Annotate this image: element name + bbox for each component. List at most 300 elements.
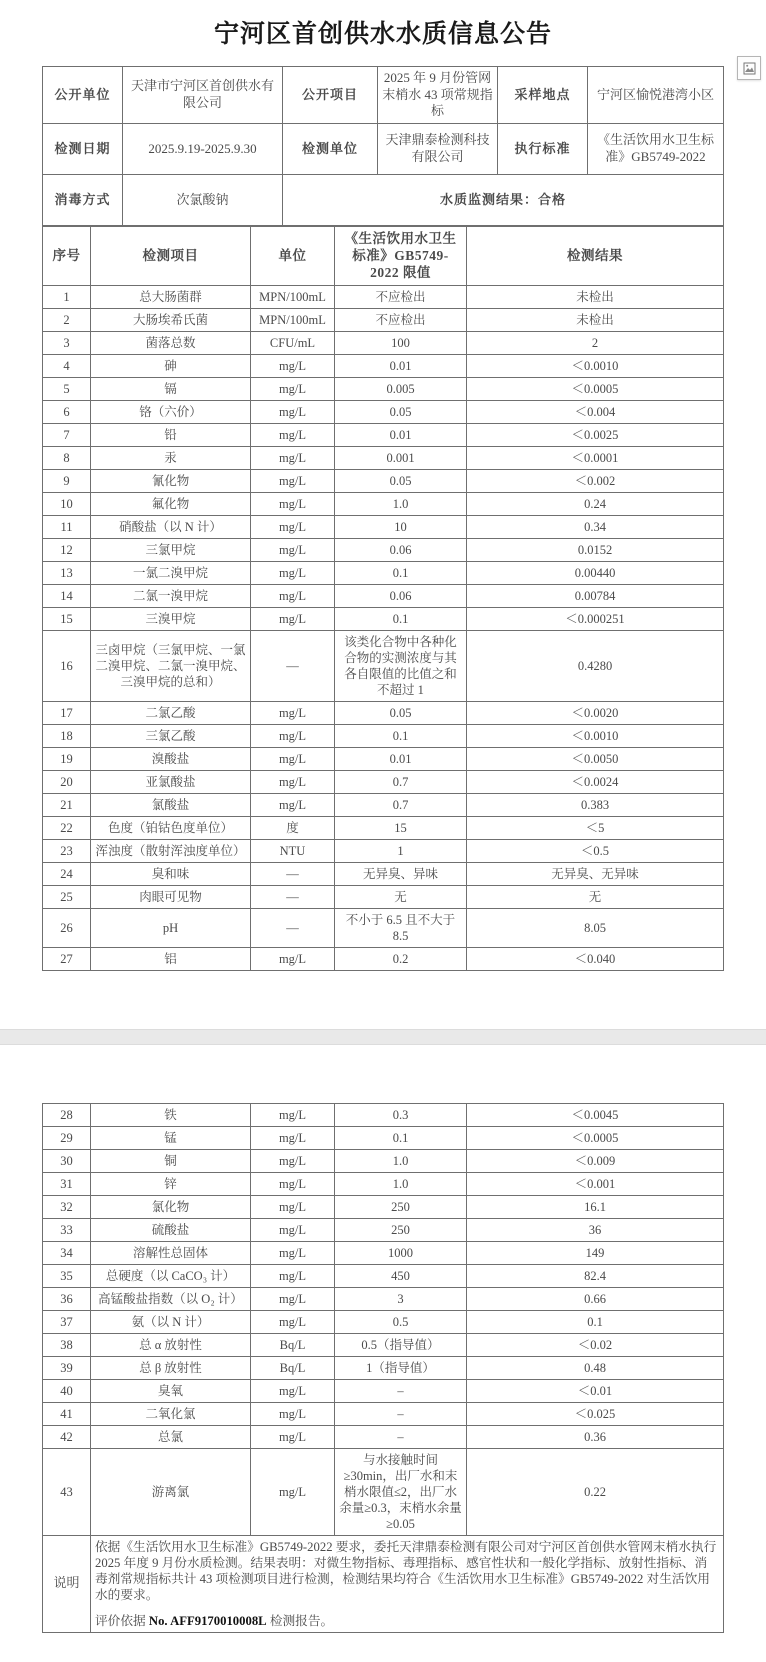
cell-no: 13 [43,561,91,584]
cell-limit: 0.1 [335,1126,467,1149]
measurements-table-page1 [42,226,724,971]
cell-result: 0.4280 [467,630,724,701]
cell-limit: 0.001 [335,446,467,469]
result-summary: 水质监测结果：合格 [283,174,724,225]
test-org-label: 检测单位 [283,123,378,174]
cell-limit: 1.0 [335,1172,467,1195]
cell-limit: 0.06 [335,538,467,561]
cell-item: 铅 [91,423,251,446]
cell-item: 菌落总数 [91,331,251,354]
cell-result: ＜0.0025 [467,423,724,446]
cell-result: 0.66 [467,1287,724,1310]
cell-item: 浑浊度（散射浑浊度单位） [91,839,251,862]
cell-no: 16 [43,630,91,701]
cell-item: 铬（六价） [91,400,251,423]
page-title: 宁河区首创供水水质信息公告 [213,21,552,48]
table-row [43,1448,724,1535]
cell-unit: mg/L [251,1402,335,1425]
measurements-table-page2 [42,1103,724,1633]
table-row [43,515,724,538]
cell-no: 8 [43,446,91,469]
cell-result: ＜0.000251 [467,607,724,630]
cell-no: 5 [43,377,91,400]
publisher-value: 天津市宁河区首创供水有限公司 [123,67,283,124]
cell-limit: 0.1 [335,561,467,584]
cell-item: 二氧化氯 [91,1402,251,1425]
table-row [43,816,724,839]
cell-unit: Bq/L [251,1356,335,1379]
cell-limit: – [335,1402,467,1425]
cell-limit: 0.01 [335,747,467,770]
cell-limit: 100 [335,331,467,354]
cell-unit: mg/L [251,1310,335,1333]
cell-result: 36 [467,1218,724,1241]
cell-item: 溴酸盐 [91,747,251,770]
cell-item: 臭氧 [91,1379,251,1402]
cell-item: 硝酸盐（以 N 计） [91,515,251,538]
cell-item: 二氯乙酸 [91,701,251,724]
cell-no: 21 [43,793,91,816]
test-date-label: 检测日期 [43,123,123,174]
cell-item: 总氯 [91,1425,251,1448]
cell-result: 0.24 [467,492,724,515]
cell-result: ＜0.009 [467,1149,724,1172]
test-org-value: 天津鼎泰检测科技有限公司 [378,123,498,174]
cell-limit: 与水接触时间≥30min，出厂水和末梢水限值≤2，出厂水余量≥0.3，末梢水余量≥0.05 [335,1448,467,1535]
cell-item: 总 β 放射性 [91,1356,251,1379]
cell-result: ＜0.025 [467,1402,724,1425]
cell-no: 9 [43,469,91,492]
note-row [43,1535,724,1632]
cell-unit: mg/L [251,584,335,607]
info-row-disinfection [43,174,724,225]
table-row [43,1425,724,1448]
table-row [43,400,724,423]
cell-result: 0.34 [467,515,724,538]
cell-unit: mg/L [251,793,335,816]
cell-no: 40 [43,1379,91,1402]
cell-item: 硫酸盐 [91,1218,251,1241]
cell-item: 总 α 放射性 [91,1333,251,1356]
standard-label: 执行标准 [498,123,588,174]
cell-unit: mg/L [251,538,335,561]
cell-unit: — [251,862,335,885]
note-report-number: No. AFF9170010008L [148,1613,267,1628]
cell-limit: 该类化合物中各种化合物的实测浓度与其各自限值的比值之和不超过 1 [335,630,467,701]
cell-no: 41 [43,1402,91,1425]
cell-unit: mg/L [251,607,335,630]
cell-unit: mg/L [251,770,335,793]
cell-limit: 0.1 [335,607,467,630]
cell-item: 二氯一溴甲烷 [91,584,251,607]
cell-limit: 0.005 [335,377,467,400]
cell-no: 24 [43,862,91,885]
cell-limit: 250 [335,1195,467,1218]
cell-limit: 0.06 [335,584,467,607]
cell-unit: mg/L [251,701,335,724]
cell-no: 7 [43,423,91,446]
note-section [43,1535,724,1632]
cell-unit: MPN/100mL [251,308,335,331]
cell-limit: 不应检出 [335,285,467,308]
cell-no: 29 [43,1126,91,1149]
table-row [43,1241,724,1264]
cell-result: 16.1 [467,1195,724,1218]
project-value: 2025 年 9 月份管网末梢水 43 项常规指标 [378,67,498,124]
cell-no: 34 [43,1241,91,1264]
table-row [43,747,724,770]
report-header-table [42,66,724,226]
cell-limit: 不应检出 [335,308,467,331]
cell-item: 大肠埃希氏菌 [91,308,251,331]
cell-limit: 10 [335,515,467,538]
col-header-limit: 《生活饮用水卫生标准》GB5749-2022 限值 [335,226,467,285]
cell-result: 0.22 [467,1448,724,1535]
note-basis-suffix: 检测报告。 [269,1613,334,1628]
cell-limit: 15 [335,816,467,839]
cell-unit: Bq/L [251,1333,335,1356]
cell-result: ＜0.001 [467,1172,724,1195]
table-row [43,1379,724,1402]
table-row [43,1103,724,1126]
cell-limit: 3 [335,1287,467,1310]
table-row [43,423,724,446]
cell-unit: mg/L [251,1103,335,1126]
cell-no: 32 [43,1195,91,1218]
test-date-value: 2025.9.19-2025.9.30 [123,123,283,174]
cell-result: 无 [467,885,724,908]
cell-no: 17 [43,701,91,724]
cell-no: 23 [43,839,91,862]
cell-result: 未检出 [467,308,724,331]
cell-result: 2 [467,331,724,354]
table-row [43,538,724,561]
cell-item: 氯酸盐 [91,793,251,816]
cell-unit: 度 [251,816,335,839]
cell-item: 亚氯酸盐 [91,770,251,793]
cell-unit: mg/L [251,1126,335,1149]
cell-item: 总大肠菌群 [91,285,251,308]
cell-unit: mg/L [251,377,335,400]
cell-limit: 0.7 [335,793,467,816]
page-gap-spacer [0,971,766,1029]
table-row [43,607,724,630]
cell-item: 汞 [91,446,251,469]
cell-unit: mg/L [251,1195,335,1218]
disinfection-value: 次氯酸钠 [123,174,283,225]
cell-limit: 0.2 [335,947,467,970]
note-basis-prefix: 评价依据 [95,1613,146,1628]
cell-result: 0.36 [467,1425,724,1448]
cell-item: 三氯甲烷 [91,538,251,561]
cell-unit: mg/L [251,747,335,770]
cell-limit: – [335,1379,467,1402]
cell-result: 8.05 [467,908,724,947]
cell-item: 色度（铂钴色度单位） [91,816,251,839]
cell-no: 25 [43,885,91,908]
cell-limit: 0.05 [335,701,467,724]
table-row [43,793,724,816]
cell-result: 0.0152 [467,538,724,561]
measurements-body-page2 [43,1103,724,1535]
cell-no: 27 [43,947,91,970]
cell-unit: mg/L [251,1287,335,1310]
cell-unit: — [251,630,335,701]
cell-no: 38 [43,1333,91,1356]
cell-no: 20 [43,770,91,793]
cell-item: 氯化物 [91,1195,251,1218]
cell-limit: 0.5（指导值） [335,1333,467,1356]
cell-unit: mg/L [251,724,335,747]
cell-result: ＜0.004 [467,400,724,423]
cell-item: 总硬度（以 CaCO₃ 计） [91,1264,251,1287]
table-row [43,1402,724,1425]
cell-item: 铁 [91,1103,251,1126]
table-row [43,947,724,970]
measurements-body-page1 [43,285,724,970]
table-row [43,1172,724,1195]
table-row [43,561,724,584]
cell-result: 0.383 [467,793,724,816]
cell-result: ＜5 [467,816,724,839]
note-text [91,1535,724,1632]
cell-result: 未检出 [467,285,724,308]
image-placeholder-icon [737,56,761,80]
cell-result: ＜0.02 [467,1333,724,1356]
cell-unit: CFU/mL [251,331,335,354]
cell-result: 无异臭、无异味 [467,862,724,885]
cell-limit: 0.1 [335,724,467,747]
cell-no: 11 [43,515,91,538]
table-row [43,1195,724,1218]
cell-result: ＜0.0005 [467,377,724,400]
cell-limit: 250 [335,1218,467,1241]
cell-result: ＜0.01 [467,1379,724,1402]
cell-no: 12 [43,538,91,561]
info-row-test-date [43,123,724,174]
sampling-location-value: 宁河区愉悦港湾小区 [588,67,724,124]
table-row [43,724,724,747]
note-paragraph-2 [95,1613,719,1629]
table-row [43,1218,724,1241]
table-row [43,1264,724,1287]
note-label: 说明 [43,1535,91,1632]
cell-item: 一氯二溴甲烷 [91,561,251,584]
cell-item: 溶解性总固体 [91,1241,251,1264]
table-row [43,1356,724,1379]
cell-result: ＜0.0005 [467,1126,724,1149]
cell-unit: mg/L [251,469,335,492]
info-row-publisher [43,67,724,124]
cell-no: 28 [43,1103,91,1126]
table-row [43,469,724,492]
cell-result: ＜0.002 [467,469,724,492]
cell-no: 1 [43,285,91,308]
table-row [43,630,724,701]
publisher-label: 公开单位 [43,67,123,124]
cell-result: 82.4 [467,1264,724,1287]
disinfection-label: 消毒方式 [43,174,123,225]
cell-limit: 450 [335,1264,467,1287]
cell-item: 锌 [91,1172,251,1195]
cell-no: 33 [43,1218,91,1241]
cell-unit: mg/L [251,1448,335,1535]
cell-result: ＜0.0001 [467,446,724,469]
cell-result: ＜0.0010 [467,354,724,377]
table-row [43,908,724,947]
col-header-item: 检测项目 [91,226,251,285]
table-row [43,584,724,607]
cell-result: ＜0.0010 [467,724,724,747]
table-row [43,1126,724,1149]
cell-unit: MPN/100mL [251,285,335,308]
cell-limit: 0.3 [335,1103,467,1126]
cell-result: 0.00440 [467,561,724,584]
cell-item: 锰 [91,1126,251,1149]
cell-unit: mg/L [251,561,335,584]
note-paragraph-1: 依据《生活饮用水卫生标准》GB5749-2022 要求，委托天津鼎泰检测有限公司对宁河区首创供水管网末梢水执行 2025 年度 9 月份水质检测。结果表明：对微生物指标、毒理指标、感官性状和一般化学指标、放射性指标、消毒剂常规指标共计 43 项检测项目进行检测，检测结果均符合《生活饮用水卫生标准》GB5749-2022 对生活饮用水的要求。 [95,1539,717,1603]
cell-no: 14 [43,584,91,607]
cell-no: 37 [43,1310,91,1333]
cell-item: 砷 [91,354,251,377]
cell-limit: 无异臭、异味 [335,862,467,885]
cell-result: ＜0.0045 [467,1103,724,1126]
table-row [43,770,724,793]
cell-no: 26 [43,908,91,947]
cell-no: 3 [43,331,91,354]
cell-unit: — [251,885,335,908]
table-row [43,1287,724,1310]
table-row [43,862,724,885]
table-row [43,701,724,724]
cell-limit: 0.05 [335,400,467,423]
table-row [43,446,724,469]
cell-no: 18 [43,724,91,747]
standard-value: 《生活饮用水卫生标准》GB5749-2022 [588,123,724,174]
cell-unit: mg/L [251,947,335,970]
cell-unit: mg/L [251,1218,335,1241]
cell-result: 149 [467,1241,724,1264]
cell-limit: 不小于 6.5 且不大于 8.5 [335,908,467,947]
cell-limit: 0.7 [335,770,467,793]
cell-limit: 0.05 [335,469,467,492]
cell-unit: mg/L [251,1264,335,1287]
cell-no: 30 [43,1149,91,1172]
cell-item: 肉眼可见物 [91,885,251,908]
table-row [43,354,724,377]
table-row [43,1310,724,1333]
cell-unit: mg/L [251,515,335,538]
cell-unit: mg/L [251,354,335,377]
cell-no: 4 [43,354,91,377]
cell-no: 42 [43,1425,91,1448]
cell-unit: mg/L [251,1172,335,1195]
cell-no: 19 [43,747,91,770]
cell-no: 36 [43,1287,91,1310]
cell-item: 氰化物 [91,469,251,492]
cell-limit: 0.5 [335,1310,467,1333]
cell-no: 6 [43,400,91,423]
table-row [43,839,724,862]
cell-unit: mg/L [251,446,335,469]
cell-no: 31 [43,1172,91,1195]
cell-item: 游离氯 [91,1448,251,1535]
cell-result: 0.00784 [467,584,724,607]
table-row [43,1333,724,1356]
cell-limit: 1 [335,839,467,862]
cell-result: 0.48 [467,1356,724,1379]
cell-limit: 1000 [335,1241,467,1264]
cell-item: 氟化物 [91,492,251,515]
cell-item: 三氯乙酸 [91,724,251,747]
cell-limit: 1.0 [335,1149,467,1172]
cell-item: 镉 [91,377,251,400]
cell-unit: mg/L [251,423,335,446]
cell-item: 铝 [91,947,251,970]
report-sheet-top [0,66,766,971]
cell-item: 高锰酸盐指数（以 O₂ 计） [91,1287,251,1310]
cell-unit: mg/L [251,1149,335,1172]
table-header-row [43,226,724,285]
cell-result: ＜0.5 [467,839,724,862]
cell-unit: NTU [251,839,335,862]
cell-limit: 1（指导值） [335,1356,467,1379]
cell-limit: 无 [335,885,467,908]
cell-result: ＜0.0020 [467,701,724,724]
page-gap-spacer-2 [0,1045,766,1103]
cell-no: 22 [43,816,91,839]
cell-item: 三卤甲烷（三氯甲烷、一氯二溴甲烷、二氯一溴甲烷、三溴甲烷的总和） [91,630,251,701]
cell-no: 39 [43,1356,91,1379]
table-row [43,331,724,354]
cell-no: 10 [43,492,91,515]
col-header-result: 检测结果 [467,226,724,285]
cell-limit: 0.01 [335,354,467,377]
cell-item: 臭和味 [91,862,251,885]
cell-unit: mg/L [251,1241,335,1264]
cell-item: pH [91,908,251,947]
cell-unit: — [251,908,335,947]
table-row [43,1149,724,1172]
table-row [43,285,724,308]
cell-limit: 1.0 [335,492,467,515]
cell-limit: – [335,1425,467,1448]
cell-item: 三溴甲烷 [91,607,251,630]
cell-no: 35 [43,1264,91,1287]
project-label: 公开项目 [283,67,378,124]
report-sheet-bottom [0,1103,766,1633]
table-row [43,885,724,908]
cell-unit: mg/L [251,1425,335,1448]
cell-item: 铜 [91,1149,251,1172]
cell-item: 氨（以 N 计） [91,1310,251,1333]
cell-unit: mg/L [251,492,335,515]
cell-no: 15 [43,607,91,630]
col-header-unit: 单位 [251,226,335,285]
sampling-location-label: 采样地点 [498,67,588,124]
table-row [43,492,724,515]
cell-limit: 0.01 [335,423,467,446]
cell-result: ＜0.040 [467,947,724,970]
cell-unit: mg/L [251,400,335,423]
cell-result: 0.1 [467,1310,724,1333]
page-break-divider [0,1029,766,1045]
cell-no: 2 [43,308,91,331]
cell-no: 43 [43,1448,91,1535]
table-row [43,377,724,400]
cell-result: ＜0.0024 [467,770,724,793]
cell-unit: mg/L [251,1379,335,1402]
